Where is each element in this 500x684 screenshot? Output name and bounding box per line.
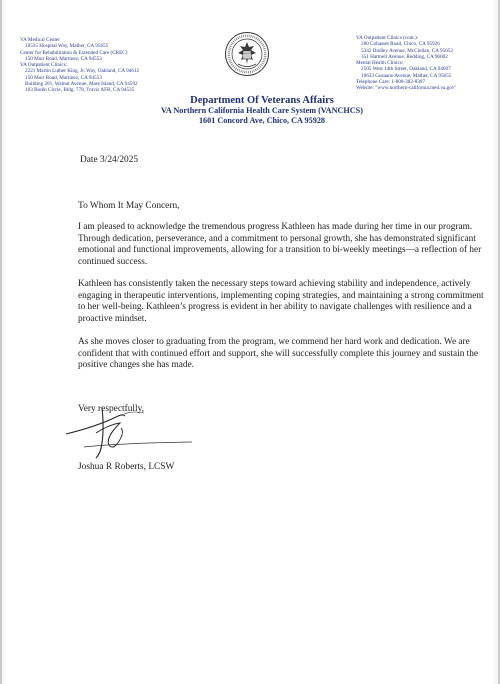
- header-right-addresses: [356, 35, 456, 92]
- body-paragraph: Kathleen has consistently taken the necessary steps toward achieving stability and independence, actively engaging in therapeutic interventions, implementing coping strategies, and maintaining a strong commitment to her well-being. Kathleen’s progress is evident in her ability to navigate challenges with resilience and a proactive mindset.: [78, 279, 484, 324]
- facility-address: 1601 Concord Ave, Chico, CA 95928: [198, 116, 326, 125]
- handwritten-signature-icon: [62, 403, 197, 463]
- letter-date: Date 3/24/2025: [80, 155, 139, 165]
- header-address-line: 10535 Hospital Way, Mather, CA 95655: [25, 43, 109, 50]
- body-paragraph: I am pleased to acknowledge the tremendous progress Kathleen has made during her time in our program. Through dedication, perseverance, and a commitment to personal growth, she has demonstrated significant emotional and functional improvements, allowing for a transition to bi-weekly meetings—a reflection of her continued success.: [78, 222, 482, 267]
- header-address-line: 280 Cohasset Road, Chico, CA 95926: [361, 41, 440, 48]
- header-address-line: VA Outpatient Clinics:: [20, 62, 68, 69]
- header-address-line: 150 Muir Road, Martinez, CA 94553: [25, 55, 102, 62]
- header-address-line: 2505 West 14th Street, Oakland, CA 94607: [361, 66, 451, 73]
- header-address-line: Building 201, Walnut Avenue, Mare Island, CA 94592: [25, 81, 138, 88]
- department-title: Department Of Veterans Affairs: [190, 95, 334, 106]
- header-address-line: VA Outpatient Clinics (cont.):: [356, 35, 419, 41]
- header-address-line: Mental Health Clinics:: [356, 60, 404, 67]
- header-left-addresses: [20, 37, 139, 94]
- header-address-line: 2221 Martin Luther King, Jr. Way, Oakland, CA 94612: [25, 68, 140, 75]
- closing: Very respectfully,: [78, 404, 145, 414]
- header-address-line: VA Medical Center: [20, 37, 60, 43]
- va-seal-icon: [224, 31, 270, 77]
- header-address-line: 5342 Dudley Avenue, McClellan, CA 95652: [361, 47, 453, 54]
- header-address-line: 351 Hartnell Avenue, Redding, CA 96002: [361, 53, 448, 60]
- health-care-system: VA Northern California Health Care System (VANCHCS): [161, 106, 363, 115]
- header-address-line: 103 Bodin Circle, Bldg. 778, Travis AFB, CA 94535: [25, 87, 135, 94]
- header-address-line: 10633 Gusaano Avenue, Mather, CA 95655: [361, 72, 452, 79]
- signer-name: Joshua R Roberts, LCSW: [78, 462, 175, 472]
- header-address-line: Website: "www.northern-california.med.va.gov": [356, 85, 457, 92]
- letter-page: [2, 0, 498, 684]
- salutation: To Whom It May Concern,: [78, 201, 180, 211]
- header-address-line: Center for Rehabilitation & Extended Care (CREC): [20, 49, 128, 56]
- header-address-line: 150 Muir Road, Martinez, CA 94553: [25, 74, 102, 81]
- header-address-line: Telephone Care: 1-800-382-8387: [356, 79, 426, 86]
- body-paragraph: As she moves closer to graduating from the program, we commend her hard work and dedication. We are confident that with continued effort and support, she will successfully complete this journey and sustain the positive changes she has made.: [78, 337, 479, 371]
